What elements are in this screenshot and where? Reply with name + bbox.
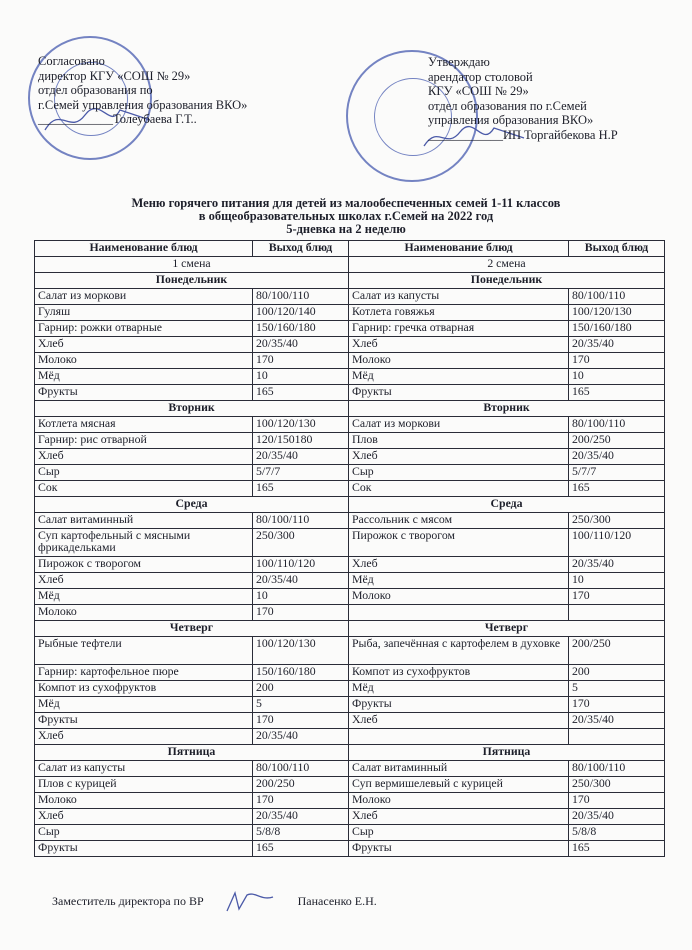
shift-label: 1 смена xyxy=(35,257,349,273)
portion-cell: 80/100/110 xyxy=(253,513,349,529)
dish-name-cell: Фрукты xyxy=(35,841,253,857)
day-label: Среда xyxy=(349,497,665,513)
dish-name-cell: Сыр xyxy=(35,465,253,481)
portion-cell: 20/35/40 xyxy=(253,573,349,589)
dish-name-cell: Молоко xyxy=(349,353,569,369)
dish-name-cell xyxy=(349,605,569,621)
dish-name-cell: Суп вермишелевый с курицей xyxy=(349,777,569,793)
portion-cell: 20/35/40 xyxy=(569,557,665,573)
dish-name-cell: Фрукты xyxy=(349,697,569,713)
portion-cell: 20/35/40 xyxy=(253,809,349,825)
day-label: Понедельник xyxy=(349,273,665,289)
dish-name-cell: Хлеб xyxy=(349,713,569,729)
table-row xyxy=(35,665,665,681)
dish-name-cell: Салат из моркови xyxy=(35,289,253,305)
table-row xyxy=(35,321,665,337)
portion-cell: 20/35/40 xyxy=(569,713,665,729)
table-row xyxy=(35,713,665,729)
portion-cell: 100/120/130 xyxy=(253,417,349,433)
portion-cell: 250/300 xyxy=(569,513,665,529)
dish-name-cell: Молоко xyxy=(349,793,569,809)
table-row xyxy=(35,433,665,449)
dish-name-cell: Гуляш xyxy=(35,305,253,321)
portion-cell: 200 xyxy=(253,681,349,697)
dish-name-cell: Сок xyxy=(35,481,253,497)
portion-cell: 5 xyxy=(569,681,665,697)
footer-name: Панасенко Е.Н. xyxy=(297,893,377,908)
column-header: Наименование блюд xyxy=(35,241,253,257)
dish-name-cell: Гарнир: рис отварной xyxy=(35,433,253,449)
dish-name-cell: Пирожок с творогом xyxy=(349,529,569,557)
day-row xyxy=(35,745,665,761)
table-row xyxy=(35,825,665,841)
portion-cell: 80/100/110 xyxy=(569,761,665,777)
table-row xyxy=(35,637,665,665)
portion-cell xyxy=(569,605,665,621)
table-row xyxy=(35,793,665,809)
portion-cell: 150/160/180 xyxy=(569,321,665,337)
day-label: Понедельник xyxy=(35,273,349,289)
shift-row xyxy=(35,257,665,273)
portion-cell: 5/8/8 xyxy=(569,825,665,841)
day-row xyxy=(35,621,665,637)
portion-cell: 165 xyxy=(253,385,349,401)
dish-name-cell: Пирожок с творогом xyxy=(35,557,253,573)
footer-signature xyxy=(52,889,377,915)
dish-name-cell: Гарнир: рожки отварные xyxy=(35,321,253,337)
day-row xyxy=(35,273,665,289)
dish-name-cell: Сыр xyxy=(349,825,569,841)
portion-cell: 200/250 xyxy=(253,777,349,793)
dish-name-cell: Хлеб xyxy=(349,557,569,573)
table-row xyxy=(35,417,665,433)
table-row xyxy=(35,729,665,745)
table-row xyxy=(35,697,665,713)
day-label: Четверг xyxy=(35,621,349,637)
dish-name-cell: Мёд xyxy=(35,369,253,385)
dish-name-cell: Молоко xyxy=(35,353,253,369)
portion-cell: 170 xyxy=(253,793,349,809)
portion-cell: 170 xyxy=(253,713,349,729)
day-label: Вторник xyxy=(349,401,665,417)
menu-title xyxy=(0,197,692,236)
dish-name-cell: Молоко xyxy=(35,793,253,809)
dish-name-cell: Гарнир: картофельное пюре xyxy=(35,665,253,681)
dish-name-cell: Молоко xyxy=(349,589,569,605)
table-row xyxy=(35,337,665,353)
table-row xyxy=(35,809,665,825)
portion-cell: 165 xyxy=(569,481,665,497)
portion-cell: 80/100/110 xyxy=(569,289,665,305)
dish-name-cell: Компот из сухофруктов xyxy=(35,681,253,697)
day-label: Четверг xyxy=(349,621,665,637)
column-header: Выход блюд xyxy=(253,241,349,257)
portion-cell: 150/160/180 xyxy=(253,321,349,337)
dish-name-cell: Хлеб xyxy=(35,729,253,745)
dish-name-cell: Компот из сухофруктов xyxy=(349,665,569,681)
day-label: Пятница xyxy=(349,745,665,761)
portion-cell: 250/300 xyxy=(253,529,349,557)
dish-name-cell: Мёд xyxy=(349,681,569,697)
dish-name-cell: Суп картофельный с мясными фрикадельками xyxy=(35,529,253,557)
portion-cell: 20/35/40 xyxy=(253,337,349,353)
table-row xyxy=(35,841,665,857)
portion-cell: 20/35/40 xyxy=(253,449,349,465)
portion-cell: 100/120/130 xyxy=(253,637,349,665)
menu-table xyxy=(34,240,665,857)
portion-cell: 80/100/110 xyxy=(253,761,349,777)
portion-cell: 20/35/40 xyxy=(569,449,665,465)
table-row xyxy=(35,573,665,589)
portion-cell: 20/35/40 xyxy=(569,809,665,825)
portion-cell xyxy=(569,729,665,745)
portion-cell: 10 xyxy=(569,573,665,589)
portion-cell: 170 xyxy=(569,353,665,369)
footer-role: Заместитель директора по ВР xyxy=(52,893,204,908)
day-label: Среда xyxy=(35,497,349,513)
portion-cell: 80/100/110 xyxy=(253,289,349,305)
dish-name-cell: Молоко xyxy=(35,605,253,621)
portion-cell: 100/110/120 xyxy=(569,529,665,557)
approval-right-line: КГУ «СОШ № 29» xyxy=(428,84,529,98)
title-line: 5-дневка на 2 неделю xyxy=(286,222,406,236)
portion-cell: 170 xyxy=(569,697,665,713)
portion-cell: 100/110/120 xyxy=(253,557,349,573)
dish-name-cell: Рыбные тефтели xyxy=(35,637,253,665)
portion-cell: 165 xyxy=(569,841,665,857)
dish-name-cell: Салат витаминный xyxy=(35,513,253,529)
dish-name-cell: Котлета мясная xyxy=(35,417,253,433)
dish-name-cell: Мёд xyxy=(349,573,569,589)
dish-name-cell: Плов xyxy=(349,433,569,449)
title-line: Меню горячего питания для детей из малообеспеченных семей 1-11 классов xyxy=(131,196,561,210)
portion-cell: 200/250 xyxy=(569,433,665,449)
dish-name-cell: Салат витаминный xyxy=(349,761,569,777)
dish-name-cell: Фрукты xyxy=(35,385,253,401)
day-row xyxy=(35,497,665,513)
dish-name-cell: Салат из капусты xyxy=(349,289,569,305)
dish-name-cell: Салат из моркови xyxy=(349,417,569,433)
dish-name-cell: Рыба, запечённая с картофелем в духовке xyxy=(349,637,569,665)
dish-name-cell: Фрукты xyxy=(35,713,253,729)
table-row xyxy=(35,605,665,621)
portion-cell: 5/7/7 xyxy=(253,465,349,481)
portion-cell: 170 xyxy=(569,793,665,809)
portion-cell: 10 xyxy=(253,369,349,385)
table-row xyxy=(35,761,665,777)
dish-name-cell: Сыр xyxy=(349,465,569,481)
table-row xyxy=(35,557,665,573)
portion-cell: 170 xyxy=(253,353,349,369)
portion-cell: 250/300 xyxy=(569,777,665,793)
table-row xyxy=(35,589,665,605)
day-label: Вторник xyxy=(35,401,349,417)
dish-name-cell: Хлеб xyxy=(35,573,253,589)
approval-right-line: Утверждаю xyxy=(428,55,490,69)
dish-name-cell: Мёд xyxy=(349,369,569,385)
dish-name-cell: Сыр xyxy=(35,825,253,841)
dish-name-cell: Рассольник с мясом xyxy=(349,513,569,529)
dish-name-cell: Фрукты xyxy=(349,841,569,857)
day-label: Пятница xyxy=(35,745,349,761)
table-row xyxy=(35,777,665,793)
table-row xyxy=(35,465,665,481)
approval-right-line: арендатор столовой xyxy=(428,69,533,84)
portion-cell: 20/35/40 xyxy=(253,729,349,745)
portion-cell: 200/250 xyxy=(569,637,665,665)
portion-cell: 165 xyxy=(569,385,665,401)
dish-name-cell: Хлеб xyxy=(349,809,569,825)
approval-left-line: ____________Толеубаева Г.Т.. xyxy=(38,112,197,126)
approval-left-line: директор КГУ «СОШ № 29» xyxy=(38,68,191,83)
portion-cell: 165 xyxy=(253,841,349,857)
dish-name-cell: Мёд xyxy=(35,697,253,713)
portion-cell: 170 xyxy=(569,589,665,605)
dish-name-cell: Мёд xyxy=(35,589,253,605)
dish-name-cell: Котлета говяжья xyxy=(349,305,569,321)
table-header-row xyxy=(35,241,665,257)
table-row xyxy=(35,289,665,305)
table-row xyxy=(35,353,665,369)
portion-cell: 200 xyxy=(569,665,665,681)
approval-right-line: ____________ИП Торгайбекова Н.Р xyxy=(428,127,618,142)
portion-cell: 10 xyxy=(253,589,349,605)
dish-name-cell: Сок xyxy=(349,481,569,497)
dish-name-cell: Хлеб xyxy=(349,337,569,353)
portion-cell: 5 xyxy=(253,697,349,713)
dish-name-cell: Плов с курицей xyxy=(35,777,253,793)
day-row xyxy=(35,401,665,417)
portion-cell: 120/150180 xyxy=(253,433,349,449)
portion-cell: 100/120/130 xyxy=(569,305,665,321)
portion-cell: 150/160/180 xyxy=(253,665,349,681)
approval-left-line: г.Семей управления образования ВКО» xyxy=(38,97,248,112)
table-row xyxy=(35,513,665,529)
table-row xyxy=(35,449,665,465)
portion-cell: 5/7/7 xyxy=(569,465,665,481)
portion-cell: 100/120/140 xyxy=(253,305,349,321)
approval-right-line: отдел образования по г.Семей xyxy=(428,98,587,113)
table-row xyxy=(35,385,665,401)
table-row xyxy=(35,369,665,385)
table-row xyxy=(35,481,665,497)
table-row xyxy=(35,305,665,321)
approval-right-block xyxy=(428,55,618,142)
approval-right-line: управления образования ВКО» xyxy=(428,113,594,127)
signature-footer xyxy=(221,889,281,915)
approval-left-block xyxy=(38,54,247,127)
title-line: в общеобразовательных школах г.Семей на 2022 год xyxy=(198,209,494,223)
portion-cell: 80/100/110 xyxy=(569,417,665,433)
approval-left-line: Согласовано xyxy=(38,54,105,68)
portion-cell: 5/8/8 xyxy=(253,825,349,841)
table-row xyxy=(35,529,665,557)
column-header: Наименование блюд xyxy=(349,241,569,257)
approval-left-line: отдел образования по xyxy=(38,83,153,97)
portion-cell: 10 xyxy=(569,369,665,385)
dish-name-cell: Хлеб xyxy=(35,337,253,353)
menu-body xyxy=(35,257,665,857)
dish-name-cell: Салат из капусты xyxy=(35,761,253,777)
dish-name-cell: Хлеб xyxy=(35,449,253,465)
dish-name-cell: Гарнир: гречка отварная xyxy=(349,321,569,337)
portion-cell: 170 xyxy=(253,605,349,621)
portion-cell: 165 xyxy=(253,481,349,497)
shift-label: 2 смена xyxy=(349,257,665,273)
dish-name-cell xyxy=(349,729,569,745)
dish-name-cell: Хлеб xyxy=(349,449,569,465)
portion-cell: 20/35/40 xyxy=(569,337,665,353)
column-header: Выход блюд xyxy=(569,241,665,257)
dish-name-cell: Хлеб xyxy=(35,809,253,825)
table-row xyxy=(35,681,665,697)
dish-name-cell: Фрукты xyxy=(349,385,569,401)
